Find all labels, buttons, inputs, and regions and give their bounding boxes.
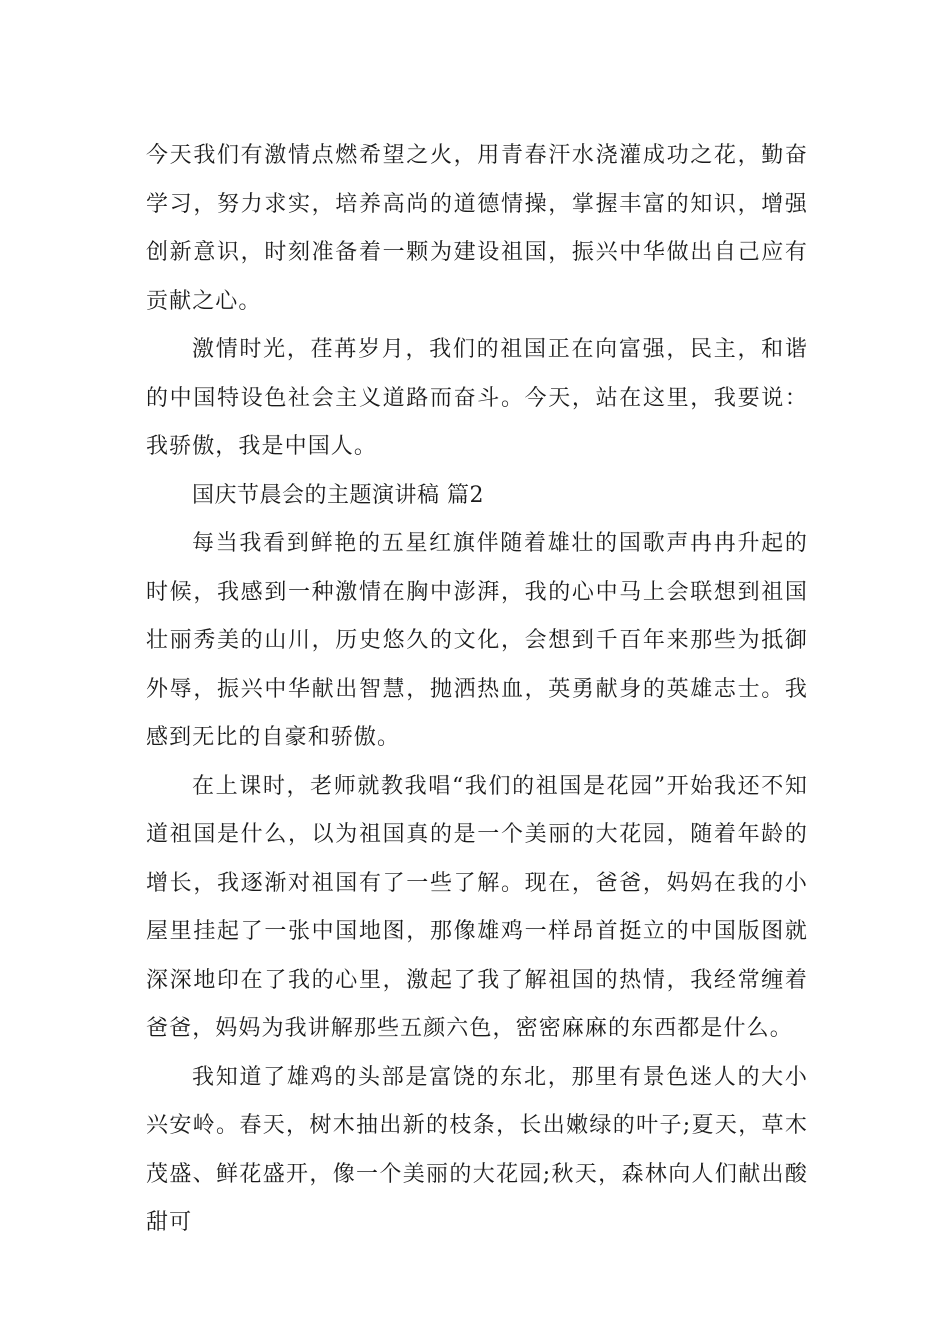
paragraph: 每当我看到鲜艳的五星红旗伴随着雄壮的国歌声冉冉升起的时候，我感到一种激情在胸中澎湃，我的心中马上会联想到祖国壮丽秀美的山川，历史悠久的文化，会想到千百年来那些为抵御外辱，振兴中华献出智慧，抛洒热血，英勇献身的英雄志士。我感到无比的自豪和骄傲。 — [146, 531, 808, 750]
paragraph-continued: 今天我们有激情点燃希望之火，用青春汗水浇灌成功之花，勤奋学习，努力求实，培养高尚的道德情操，掌握丰富的知识，增强创新意识，时刻准备着一颗为建设祖国，振兴中华做出自己应有贡献之心。 — [146, 143, 808, 314]
section-heading: 国庆节晨会的主题演讲稿 篇2 — [192, 482, 484, 508]
paragraph: 激情时光，荏苒岁月，我们的祖国正在向富强，民主，和谐的中国特设色社会主义道路而奋斗。今天，站在这里，我要说：我骄傲，我是中国人。 — [146, 337, 808, 459]
document-body — [146, 132, 808, 1248]
paragraph: 我知道了雄鸡的头部是富饶的东北，那里有景色迷人的大小兴安岭。春天，树木抽出新的枝条，长出嫩绿的叶子;夏天，草木茂盛、鲜花盛开，像一个美丽的大花园;秋天，森林向人们献出酸甜可 — [146, 1064, 808, 1235]
paragraph: 在上课时，老师就教我唱“我们的祖国是花园”开始我还不知道祖国是什么，以为祖国真的是一个美丽的大花园，随着年龄的增长，我逐渐对祖国有了一些了解。现在，爸爸，妈妈在我的小屋里挂起了一张中国地图，那像雄鸡一样昂首挺立的中国版图就深深地印在了我的心里，激起了我了解祖国的热情，我经常缠着爸爸，妈妈为我讲解那些五颜六色，密密麻麻的东西都是什么。 — [146, 773, 808, 1041]
